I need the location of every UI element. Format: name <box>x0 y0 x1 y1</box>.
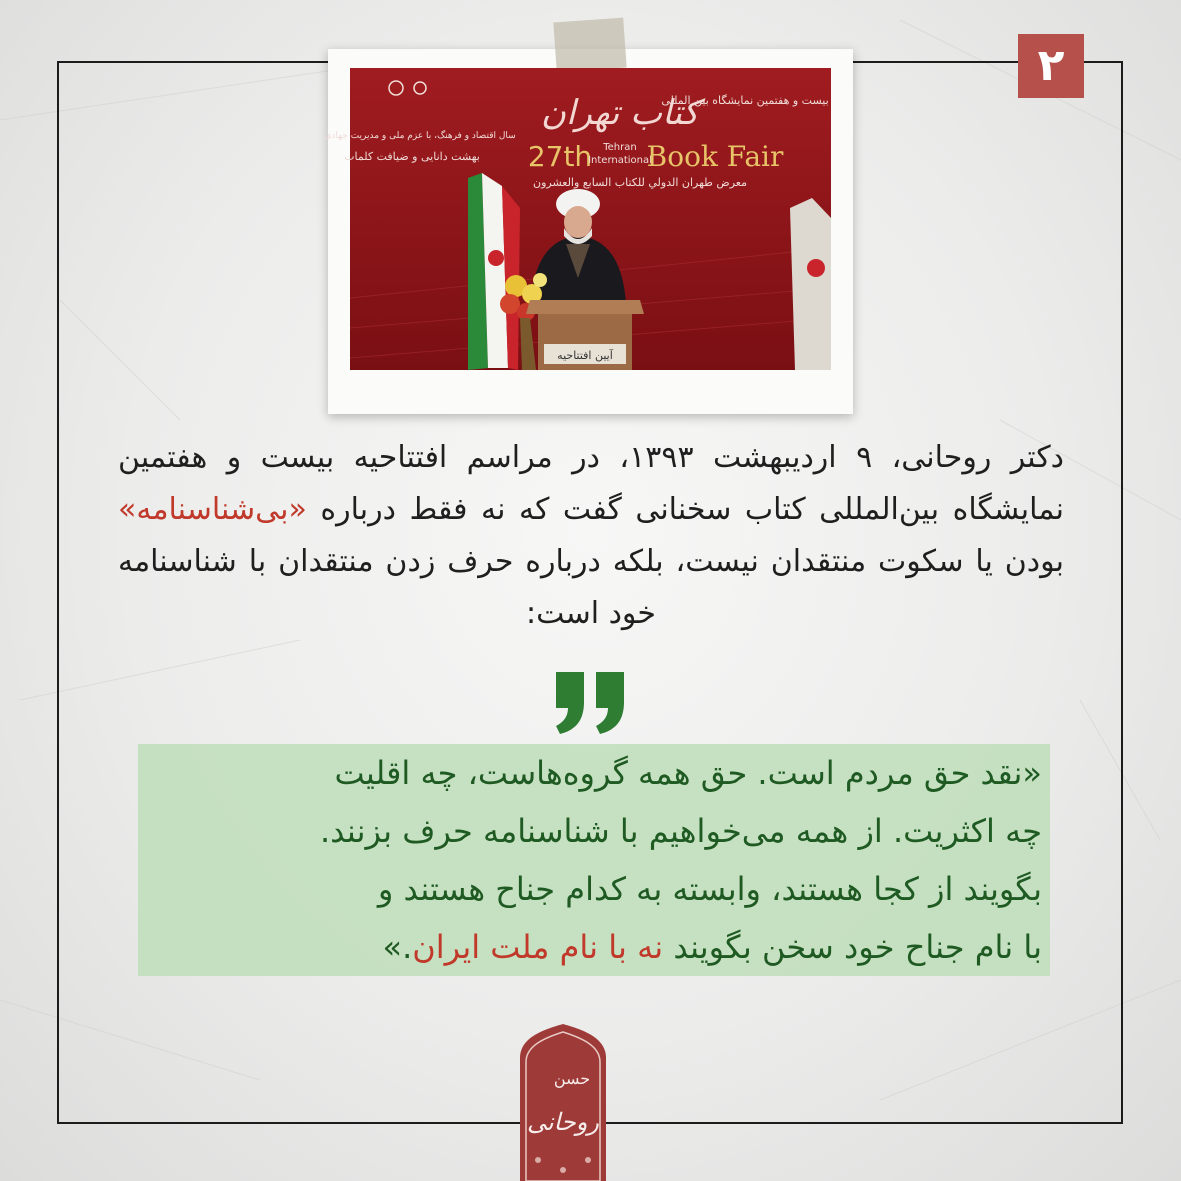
intro-highlight: «بی‌شناسنامه» <box>118 492 307 527</box>
iran-flag-right <box>790 198 831 370</box>
intro-text-end: بودن یا سکوت منتقدان نیست، بلکه درباره حرف زدن منتقدان با شناسنامه خود است: <box>118 544 1064 631</box>
banner-title: کتاب تهران <box>541 93 699 133</box>
tape-strip <box>553 18 626 73</box>
quote-line-2: چه اکثریت. از همه می‌خواهیم با شناسنامه حرف بزنند. <box>138 802 1050 860</box>
slogan-line-1: سال اقتصاد و فرهنگ، با عزم ملی و مدیریت جهادی <box>324 131 516 141</box>
logo-first-name: حسن <box>553 1069 591 1088</box>
logo-last-name: روحانی <box>526 1108 600 1136</box>
podium-label: آیین افتتاحیه <box>557 349 613 362</box>
quote-line-4-start: با نام جناح خود سخن بگویند <box>663 928 1042 966</box>
banner-bookfair: Book Fair <box>646 140 784 173</box>
banner-tehran: Tehran <box>603 142 637 153</box>
quote-red-phrase: نه با نام ملت ایران <box>412 928 664 966</box>
podium <box>526 300 644 370</box>
banner-number: 27th <box>527 140 593 173</box>
quote-block <box>138 744 1050 976</box>
quote-line-4 <box>138 918 1050 976</box>
quote-line-3: بگویند از کجا هستند، وابسته به کدام جناح هستند و <box>138 860 1050 918</box>
intro-text-start: دکتر روحانی، ۹ اردیبهشت ۱۳۹۳، در مراسم افتتاحیه بیست و هفتمین نمایشگاه بین‌المللی کتاب سخنانی گفت که نه فقط درباره <box>118 440 1064 527</box>
quote-line-1: «نقد حق مردم است. حق همه گروه‌هاست، چه اقلیت <box>138 744 1050 802</box>
intro-paragraph <box>118 432 1064 640</box>
rouhani-logo <box>514 1020 612 1181</box>
banner-international: International <box>588 155 652 166</box>
iran-flag-left <box>468 173 520 370</box>
slogan-line-2: بهشت دانایی و ضیافت کلمات <box>344 150 480 163</box>
page-number-badge: ۲ <box>1018 34 1084 98</box>
banner-arabic: معرض طهران الدولي للكتاب السابع والعشرون <box>533 176 747 189</box>
book-fair-photo <box>324 68 831 370</box>
event-photo <box>324 68 831 370</box>
quote-line-4-end: .» <box>382 928 413 966</box>
quote-mark-icon <box>550 668 630 738</box>
banner-subtitle: بیست و هفتمین نمایشگاه بین المللی <box>661 94 829 107</box>
